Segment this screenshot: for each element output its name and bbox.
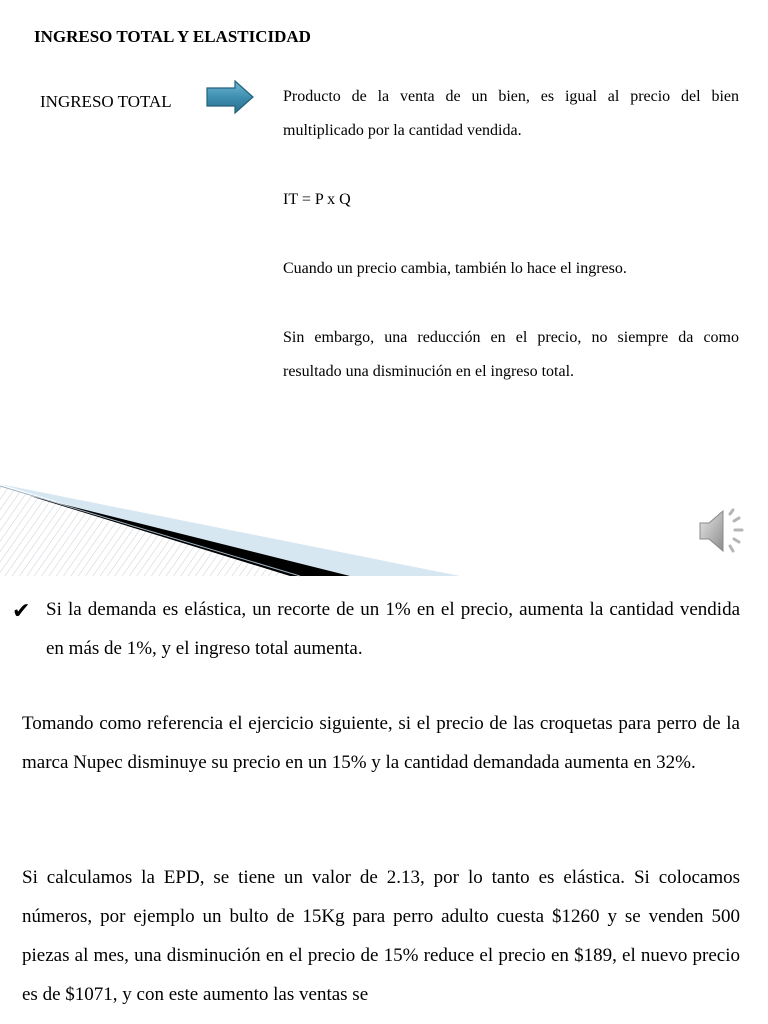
bullet-elastic-demand: Si la demanda es elástica, un recorte de un 1% en el precio, aumenta la cantidad vendida en más de 1%, y el ingreso total aumenta. xyxy=(46,599,740,659)
definition-text: Producto de la venta de un bien, es igual al precio del bien multiplicado por la cantidad vendida. xyxy=(283,88,739,139)
paragraph-epd: Si calculamos la EPD, se tiene un valor de 2.13, por lo tanto es elástica. Si colocamos números, por ejemplo un bulto de 15Kg para perro adulto cuesta $1260 y se venden 500 piezas al mes, una disminución en el precio de 15% reduce el precio en $189, el nuevo precio es de $1071, y con este aumento las ventas se xyxy=(22,867,740,1005)
right-arrow-icon xyxy=(205,79,255,115)
decorative-wedge xyxy=(0,478,460,578)
speaker-icon[interactable] xyxy=(697,506,751,556)
paragraph-example: Tomando como referencia el ejercicio siguiente, si el precio de las croquetas para perro de la marca Nupec disminuye su precio en un 15% y la cantidad demandada aumenta en 32%. xyxy=(22,713,740,773)
ingreso-total-label: INGRESO TOTAL xyxy=(40,92,172,111)
nonetheless-text: Sin embargo, una reducción en el precio, no siempre da como resultado una disminución en el ingreso total. xyxy=(283,329,739,380)
checkmark-icon: ✔ xyxy=(12,598,31,623)
formula-text: IT = P x Q xyxy=(283,191,351,208)
slide-title: INGRESO TOTAL Y ELASTICIDAD xyxy=(34,27,311,46)
price-change-text: Cuando un precio cambia, también lo hace el ingreso. xyxy=(283,260,627,277)
